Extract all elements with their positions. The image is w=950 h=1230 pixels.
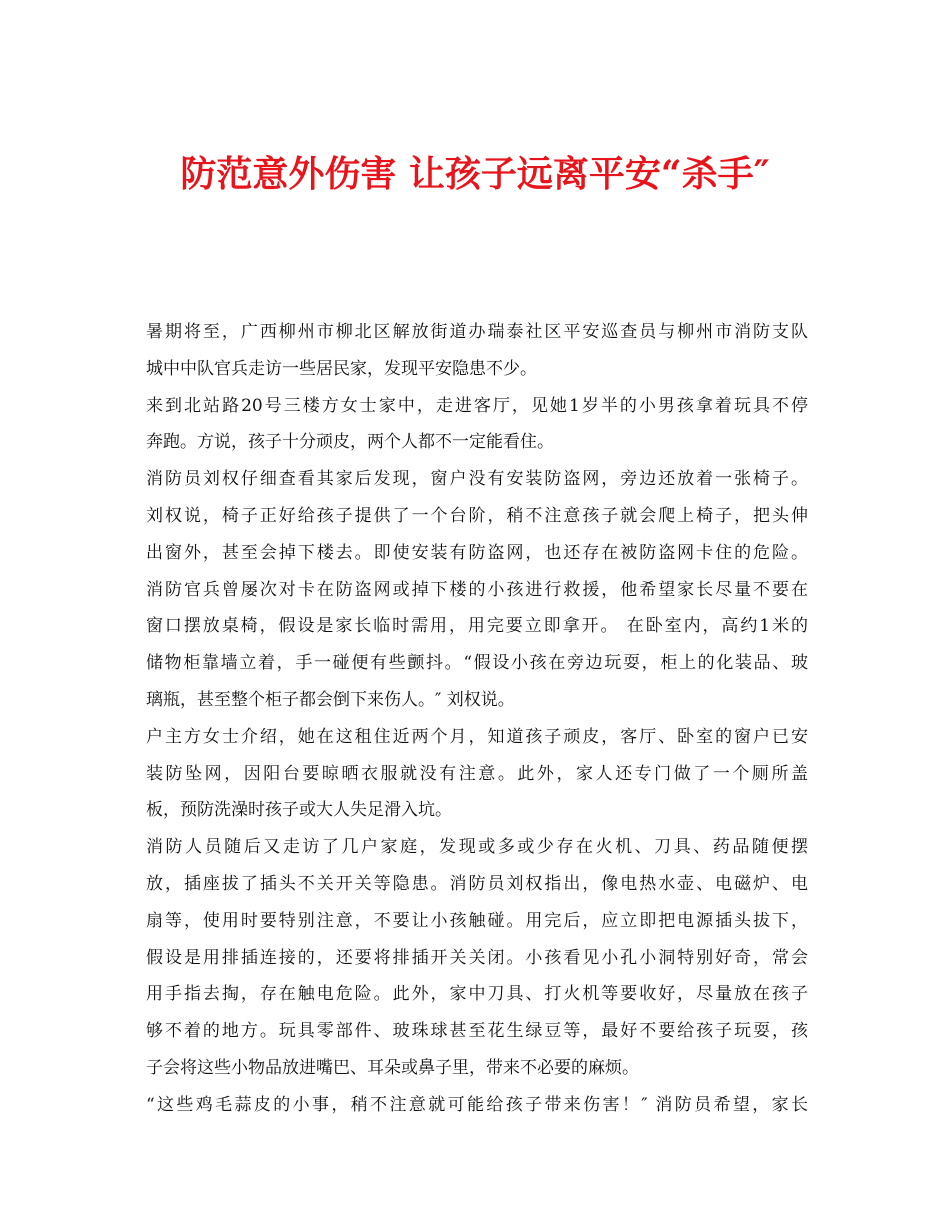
- text-line: 出窗外，甚至会掉下楼去。即使安装有防盗网，也还存在被防盗网卡住的危险。: [146, 542, 808, 563]
- text-line: 璃瓶，甚至整个柜子都会倒下来伤人。″ 刘权说。: [146, 689, 515, 710]
- text-line: 板，预防洗澡时孩子或大人失足滑入坑。: [146, 800, 452, 821]
- text-line: 放，插座拔了插头不关开关等隐患。消防员刘权指出，像电热水壶、电磁炉、电: [146, 873, 808, 894]
- text-line: 消防官兵曾屡次对卡在防盗网或掉下楼的小孩进行救援，他希望家长尽量不要在: [146, 579, 808, 600]
- article-body: [146, 314, 808, 1124]
- text-line: 来到北站路20号三楼方女士家中，走进客厅，见她1岁半的小男孩拿着玩具不停: [146, 395, 808, 416]
- text-line: 够不着的地方。玩具零部件、玻珠球甚至花生绿豆等，最好不要给孩子玩耍，孩: [146, 1021, 808, 1042]
- text-line: 奔跑。方说，孩子十分顽皮，两个人都不一定能看住。: [146, 432, 554, 453]
- text-line: “这些鸡毛蒜皮的小事，稍不注意就可能给孩子带来伤害！″ 消防员希望，家长: [146, 1094, 808, 1115]
- text-line: 户主方女士介绍，她在这租住近两个月，知道孩子顽皮，客厅、卧室的窗户已安: [146, 726, 808, 747]
- document-title: 防范意外伤害 让孩子远离平安“杀手″: [180, 153, 770, 196]
- text-line: 假设是用排插连接的，还要将排插开关关闭。小孩看见小孔小洞特别好奇，常会: [146, 947, 808, 968]
- text-line: 储物柜靠墙立着，手一碰便有些颤抖。“假设小孩在旁边玩耍，柜上的化装品、玻: [146, 653, 808, 674]
- text-line: 消防员刘权仔细查看其家后发现，窗户没有安装防盗网，旁边还放着一张椅子。: [146, 469, 808, 490]
- text-line: 扇等，使用时要特别注意，不要让小孩触碰。用完后，应立即把电源插头拔下，: [146, 910, 808, 931]
- text-line: 暑期将至，广西柳州市柳北区解放街道办瑞泰社区平安巡查员与柳州市消防支队: [146, 322, 808, 342]
- text-line: 城中中队官兵走访一些居民家，发现平安隐患不少。: [146, 358, 537, 379]
- text-line: 刘权说，椅子正好给孩子提供了一个台阶，稍不注意孩子就会爬上椅子，把头伸: [146, 505, 808, 526]
- text-line: 窗口摆放桌椅，假设是家长临时需用，用完要立即拿开。 在卧室内，高约1米的: [146, 616, 808, 637]
- text-line: 消防人员随后又走访了几户家庭，发现或多或少存在火机、刀具、药品随便摆: [146, 837, 808, 858]
- text-line: 用手指去掏，存在触电危险。此外，家中刀具、打火机等要收好，尽量放在孩子: [146, 984, 808, 1005]
- text-line: 子会将这些小物品放进嘴巴、耳朵或鼻子里，带来不必要的麻烦。: [146, 1057, 639, 1078]
- text-line: 装防坠网，因阳台要晾晒衣服就没有注意。此外，家人还专门做了一个厕所盖: [146, 763, 808, 784]
